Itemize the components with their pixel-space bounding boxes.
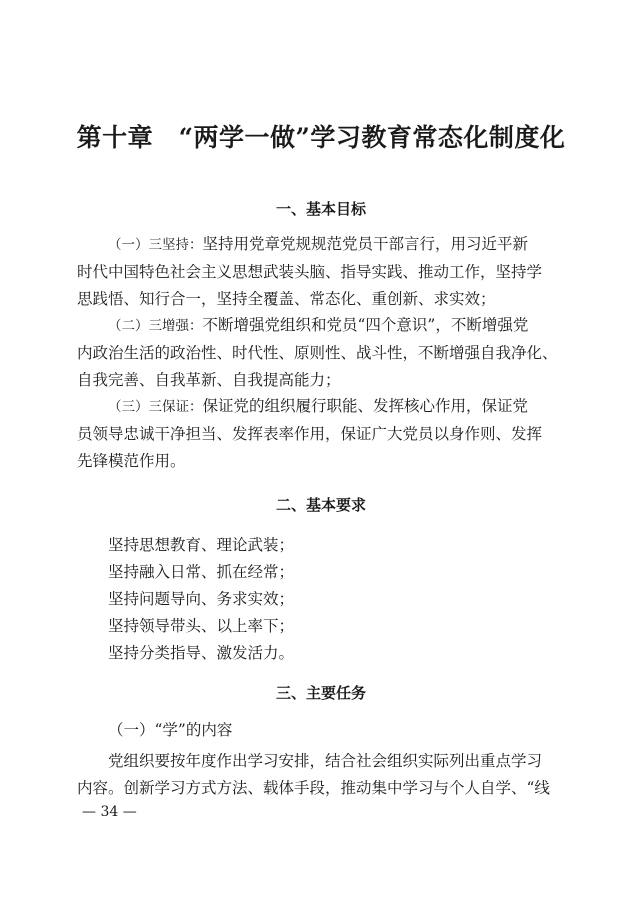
goal-line: 自我完善、自我革新、自我提高能力；	[77, 371, 341, 389]
goal-line: 先锋模范作用。	[77, 452, 186, 470]
goal-label-2: （二）三增强：	[108, 318, 203, 334]
goal-paragraph-3	[77, 393, 569, 475]
goal-label-3: （三）三保证：	[108, 399, 203, 415]
chapter-title: 第十章 “两学一做”学习教育常态化制度化	[76, 123, 566, 152]
requirement-item: 坚持领导带头、以上率下；	[108, 617, 295, 635]
goal-line: 时代中国特色社会主义思想武装头脑、指导实践、推动工作，坚持学	[77, 263, 543, 281]
requirement-item: 坚持融入日常、抓在经常；	[108, 563, 295, 581]
task-line: 党组织要按年度作出学习安排，结合社会组织实际列出重点学习	[108, 752, 543, 770]
goal-label-1: （一）三坚持：	[108, 237, 203, 253]
section-heading-goals: 一、基本目标	[275, 200, 366, 218]
goal-line: 内政治生活的政治性、时代性、原则性、战斗性，不断增强自我净化、	[77, 344, 558, 362]
page-number: — 34 —	[82, 804, 137, 820]
goal-line: 坚持用党章党规规范党员干部言行，用习近平新	[202, 235, 529, 253]
goal-line: 保证党的组织履行职能、发挥核心作用，保证党	[202, 397, 529, 415]
goal-paragraph-2	[77, 312, 569, 394]
requirement-item: 坚持问题导向、务求实效；	[108, 590, 295, 608]
task-line: 内容。创新学习方式方法、载体手段，推动集中学习与个人自学、“线	[77, 779, 550, 797]
goal-paragraph-1	[77, 231, 569, 313]
requirement-item: 坚持分类指导、激发活力。	[108, 644, 295, 662]
task-subheading: （一）“学”的内容	[108, 721, 233, 739]
task-paragraph	[77, 748, 569, 802]
section-heading-requirements: 二、基本要求	[275, 496, 366, 514]
section-heading-tasks: 三、主要任务	[275, 684, 366, 702]
goal-line: 不断增强党组织和党员“四个意识”，不断增强党	[202, 316, 529, 334]
goal-line: 思践悟、知行合一，坚持全覆盖、常态化、重创新、求实效；	[77, 290, 496, 308]
requirement-item: 坚持思想教育、理论武装；	[108, 536, 295, 554]
goal-line: 员领导忠诚干净担当、发挥表率作用，保证广大党员以身作则、发挥	[77, 425, 543, 443]
